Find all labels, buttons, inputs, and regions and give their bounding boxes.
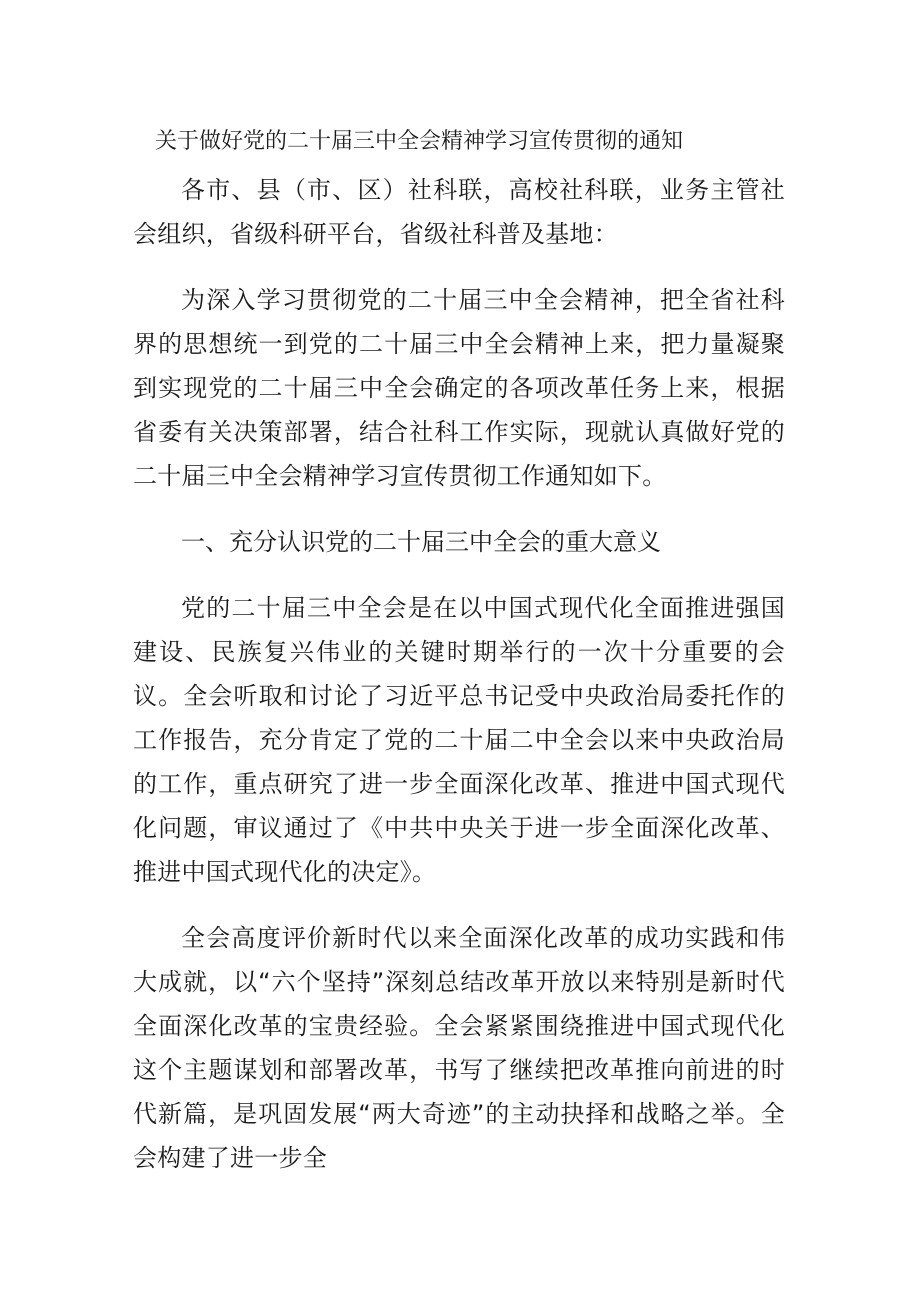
salutation: 各市、县（市、区）社科联，高校社科联，业务主管社会组织，省级科研平台，省级社科普及基地：	[133, 176, 785, 248]
intro-paragraph: 为深入学习贯彻党的二十届三中全会精神，把全省社科界的思想统一到党的二十届三中全会精神上来，把力量凝聚到实现党的二十届三中全会确定的各项改革任务上来，根据省委有关决策部署，结合社科工作实际，现就认真做好党的二十届三中全会精神学习宣传贯彻工作通知如下。	[133, 286, 785, 490]
document-body	[133, 120, 785, 1180]
document-title: 关于做好党的二十届三中全会精神学习宣传贯彻的通知	[155, 129, 684, 154]
body-paragraph: 党的二十届三中全会是在以中国式现代化全面推进强国建设、民族复兴伟业的关键时期举行的一次十分重要的会议。全会听取和讨论了习近平总书记受中央政治局委托作的工作报告，充分肯定了党的二十届二中全会以来中央政治局的工作，重点研究了进一步全面深化改革、推进中国式现代化问题，审议通过了《中共中央关于进一步全面深化改革、推进中国式现代化的决定》。	[133, 594, 785, 886]
section-heading: 一、充分认识党的二十届三中全会的重大意义	[181, 528, 661, 556]
body-paragraph: 全会高度评价新时代以来全面深化改革的成功实践和伟大成就，以“六个坚持”深刻总结改革开放以来特别是新时代全面深化改革的宝贵经验。全会紧紧围绕推进中国式现代化这个主题谋划和部署改革，书写了继续把改革推向前进的时代新篇，是巩固发展“两大奇迹”的主动抉择和战略之举。全会构建了进一步全	[133, 924, 785, 1172]
